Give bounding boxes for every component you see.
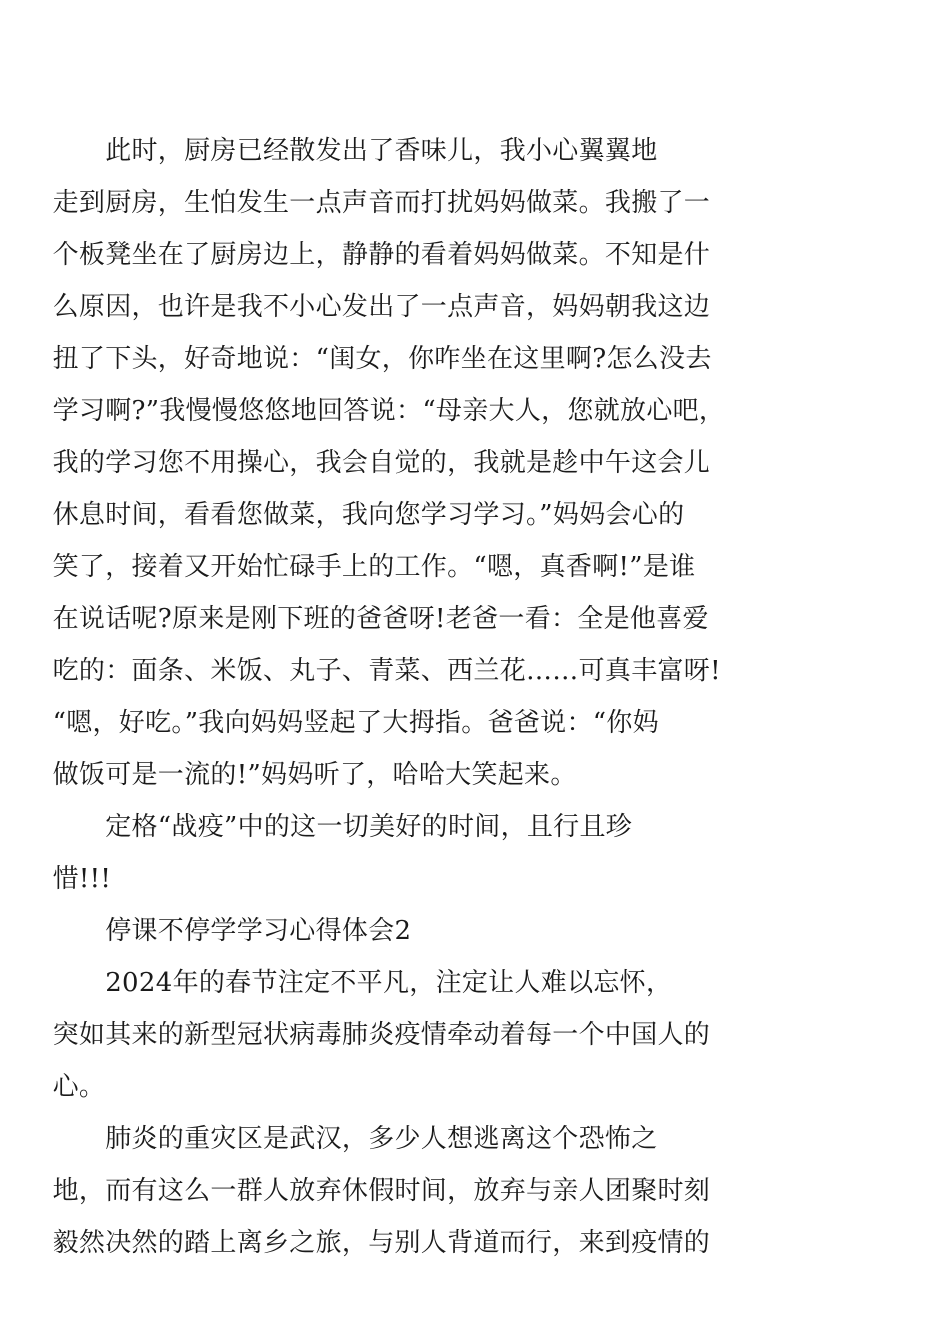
- text-line: 做饭可是一流的!”妈妈听了，哈哈大笑起来。: [0, 760, 577, 790]
- text-line: 学习啊?”我慢慢悠悠地回答说：“母亲大人，您就放心吧，: [0, 396, 726, 426]
- text-line: 定格“战疫”中的这一切美好的时间，且行且珍: [0, 812, 633, 842]
- text-line: 此时，厨房已经散发出了香味儿，我小心翼翼地: [0, 136, 658, 166]
- text-line: 休息时间，看看您做菜，我向您学习学习。”妈妈会心的: [0, 500, 685, 530]
- text-line: 肺炎的重灾区是武汉，多少人想逃离这个恐怖之: [0, 1124, 658, 1154]
- text-line: 心。: [0, 1072, 106, 1102]
- text-line: 地，而有这么一群人放弃休假时间，放弃与亲人团聚时刻: [0, 1176, 711, 1206]
- text-line: 惜!!!: [0, 864, 112, 894]
- text-line: 走到厨房，生怕发生一点声音而打扰妈妈做菜。我搬了一: [0, 188, 711, 218]
- text-line: 毅然决然的踏上离乡之旅，与别人背道而行，来到疫情的: [0, 1228, 711, 1258]
- section-heading: 停课不停学学习心得体会2: [0, 916, 412, 946]
- text-line: 么原因，也许是我不小心发出了一点声音，妈妈朝我这边: [0, 292, 711, 322]
- text-line: 我的学习您不用操心，我会自觉的，我就是趁中午这会儿: [0, 448, 711, 478]
- text-line: 2024年的春节注定不平凡，注定让人难以忘怀，: [0, 968, 673, 998]
- text-line: 扭了下头，好奇地说：“闺女，你咋坐在这里啊?怎么没去: [0, 344, 712, 374]
- text-line: 在说话呢?原来是刚下班的爸爸呀!老爸一看：全是他喜爱: [0, 604, 709, 634]
- text-line: “嗯，好吃。”我向妈妈竖起了大拇指。爸爸说：“你妈: [0, 708, 659, 738]
- text-line: 突如其来的新型冠状病毒肺炎疫情牵动着每一个中国人的: [0, 1020, 711, 1050]
- text-line: 笑了，接着又开始忙碌手上的工作。“嗯，真香啊!”是谁: [0, 552, 696, 582]
- text-line: 吃的：面条、米饭、丸子、青菜、西兰花……可真丰富呀!: [0, 656, 721, 686]
- text-line: 个板凳坐在了厨房边上，静静的看着妈妈做菜。不知是什: [0, 240, 711, 270]
